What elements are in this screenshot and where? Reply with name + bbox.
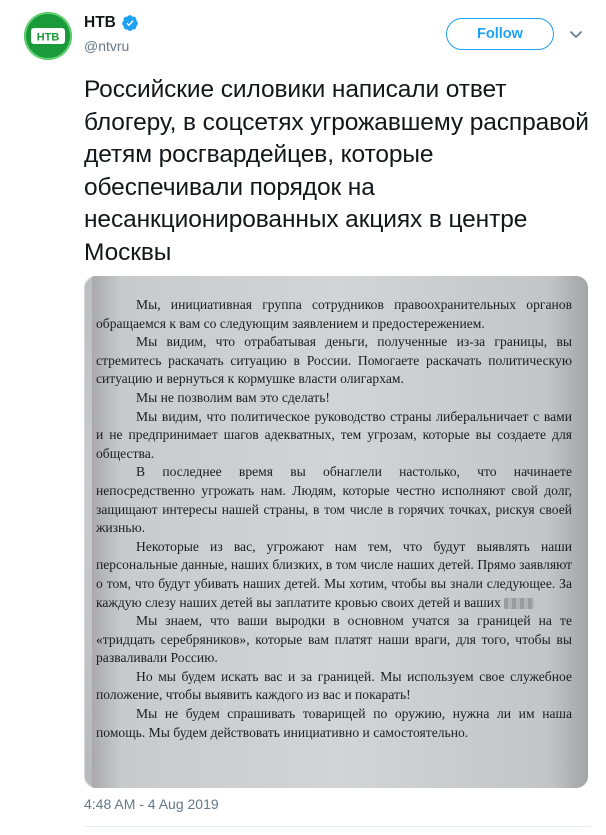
letter-paragraph: Мы видим, что отрабатывая деньги, полученные из-за границы, вы стремитесь раскачать ситуацию в России. Помогаете раскачать политическую ситуацию и вернуться к кормушке власти олигархам. [96,334,572,387]
tweet-timestamp[interactable]: 4:48 AM - 4 Aug 2019 [84,796,219,812]
letter-paragraph: Мы не позволим вам это сделать! [136,389,330,405]
name-row [84,14,139,32]
letter-photo-paper [92,276,588,788]
svg-text:НТВ: НТВ [36,31,60,44]
letter-paragraph: Мы не будем спрашивать товарищей по оружию, нужна ли им наша помощь. Мы будем действовать инициативно и самостоятельно. [96,706,572,740]
avatar[interactable] [24,12,72,60]
letter-paragraph-with-redaction [96,538,572,612]
redaction-blur [504,598,534,609]
letter-paragraph: В последнее время вы обнаглели настолько, что начинаете непосредственно угрожать нам. Людям, которые честно исполняют свой долг, защищают интересы нашей страны, в том числе в горячих точках, рискуя своей жизнью. [96,464,572,536]
letter-paragraph-text: Некоторые из вас, угрожают нам тем, что будут выявлять наши персональные данные, наших близких, в том числе наших детей. Прямо заявляют о том, что будут убивать наших детей. Мы хотим, чтобы вы знали следующее. За каждую слезу наших детей вы заплатите кровью своих детей и ваших [96,538,572,610]
chevron-down-icon[interactable] [568,26,584,42]
tweet-photo[interactable] [84,276,588,788]
letter-paragraph: Но мы будем искать вас и за границей. Мы используем свое служебное положение, чтобы выявить каждого из вас и покарать! [96,668,572,703]
display-name[interactable]: НТВ [84,14,116,31]
follow-button[interactable]: Follow [446,18,554,50]
tweet-text: Российские силовики написали ответ блогеру, в соцсетях угрожавшему расправой детям росгвардейцев, которые обеспечивали порядок на несанкционированных акциях в центре Москвы [84,76,589,266]
letter-text [96,296,572,742]
ntv-logo-icon [31,25,65,47]
letter-paragraph: Мы, инициативная группа сотрудников правоохранительных органов обращаемся к вам со следующим заявлением и предостережением. [96,297,572,331]
letter-paragraph: Мы видим, что политическое руководство страны либеральничает с вами и не предпринимает шагов адекватных, тем угрозам, которые вы создаете для общества. [96,408,572,461]
letter-paragraph: Мы знаем, что ваши выродки в основном учатся за границей на те «тридцать серебряников», которые вам платят наши враги, для того, чтобы вы разваливали Россию. [96,613,572,666]
divider [84,826,590,827]
tweet-header [0,0,606,72]
verified-badge-icon [121,14,139,32]
account-handle[interactable]: @ntvru [84,38,130,54]
